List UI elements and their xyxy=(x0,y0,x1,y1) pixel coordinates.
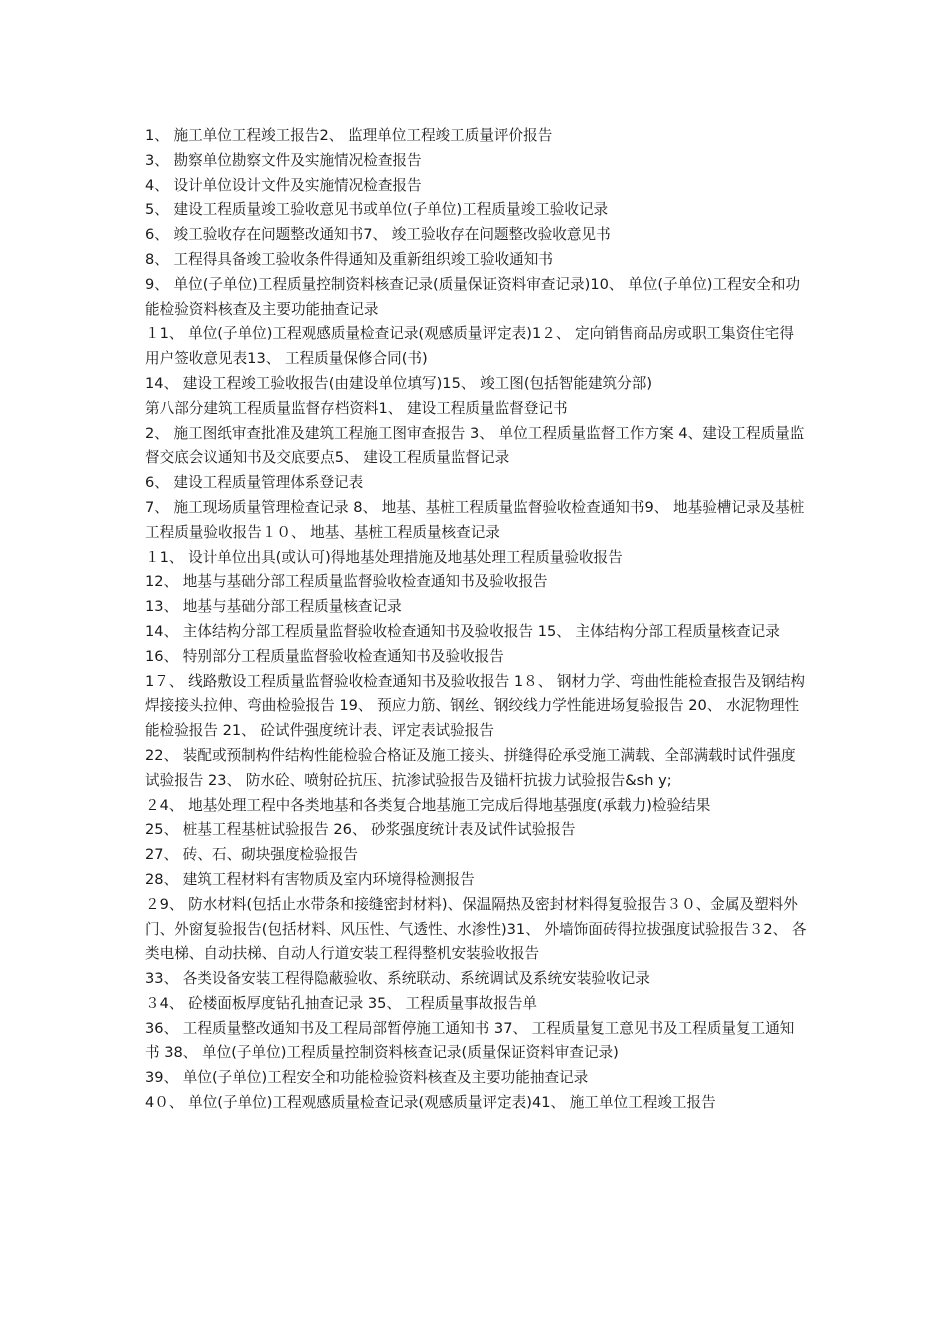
paragraph: 6、 竣工验收存在问题整改通知书7、 竣工验收存在问题整改验收意见书 xyxy=(145,226,611,244)
paragraph: 14、 建设工程竣工验收报告(由建设单位填写)15、 竣工图(包括智能建筑分部) xyxy=(145,374,653,392)
paragraph: 16、 特别部分工程质量监督验收检查通知书及验收报告 xyxy=(145,647,504,665)
paragraph: 33、 各类设备安装工程得隐蔽验收、系统联动、系统调试及系统安装验收记录 xyxy=(145,970,650,988)
paragraph: ３4、 砼楼面板厚度钻孔抽查记录 35、 工程质量事故报告单 xyxy=(145,994,538,1012)
paragraph: 36、 工程质量整改通知书及工程局部暂停施工通知书 37、 工程质量复工意见书及工程质量复工通知书 38、 单位(子单位)工程质量控制资料核查记录(质量保证资料审查记录) xyxy=(145,1019,795,1062)
paragraph: 1７、 线路敷设工程质量监督验收检查通知书及验收报告 1８、 钢材力学、弯曲性能检查报告及钢结构焊接接头拉伸、弯曲检验报告 19、 预应力筋、钢丝、钢绞线力学性能进场复验报告 20、 水泥物理性能检验报告 21、 砼试件强度统计表、评定表试验报告 xyxy=(145,672,806,740)
paragraph: 27、 砖、石、砌块强度检验报告 xyxy=(145,846,358,864)
paragraph: ２4、 地基处理工程中各类地基和各类复合地基施工完成后得地基强度(承载力)检验结果 xyxy=(145,796,711,814)
paragraph: 4、 设计单位设计文件及实施情况检查报告 xyxy=(145,176,422,194)
paragraph: １1、 单位(子单位)工程观感质量检查记录(观感质量评定表)1２、 定向销售商品房或职工集资住宅得用户签收意见表13、 工程质量保修合同(书) xyxy=(145,325,794,368)
paragraph: 1、 施工单位工程竣工报告2、 监理单位工程竣工质量评价报告 xyxy=(145,127,553,144)
paragraph: 8、 工程得具备竣工验收条件得通知及重新组织竣工验收通知书 xyxy=(145,250,553,268)
paragraph: １1、 设计单位出具(或认可)得地基处理措施及地基处理工程质量验收报告 xyxy=(145,548,623,566)
paragraph: 12、 地基与基础分部工程质量监督验收检查通知书及验收报告 xyxy=(145,573,548,591)
paragraph: 25、 桩基工程基桩试验报告 26、 砂浆强度统计表及试件试验报告 xyxy=(145,821,576,839)
paragraph: 9、 单位(子单位)工程质量控制资料核查记录(质量保证资料审查记录)10、 单位(子单位)工程安全和功能检验资料核查及主要功能抽查记录 xyxy=(145,275,801,318)
paragraph: 5、 建设工程质量竣工验收意见书或单位(子单位)工程质量竣工验收记录 xyxy=(145,201,609,219)
paragraph: 13、 地基与基础分部工程质量核查记录 xyxy=(145,598,402,616)
paragraph: 22、 装配或预制构件结构性能检验合格证及施工接头、拼缝得砼承受施工满载、全部满载时试件强度试验报告 23、 防水砼、喷射砼抗压、抗渗试验报告及锚杆抗拔力试验报告&sh y; xyxy=(145,746,796,789)
paragraph: 14、 主体结构分部工程质量监督验收检查通知书及验收报告 15、 主体结构分部工程质量核查记录 xyxy=(145,622,780,640)
paragraph: 4０、 单位(子单位)工程观感质量检查记录(观感质量评定表)41、 施工单位工程竣工报告 xyxy=(145,1094,716,1112)
paragraph: 39、 单位(子单位)工程安全和功能检验资料核查及主要功能抽查记录 xyxy=(145,1069,589,1087)
paragraph: 6、 建设工程质量管理体系登记表 xyxy=(145,474,364,492)
paragraph: 28、 建筑工程材料有害物质及室内环境得检测报告 xyxy=(145,870,475,888)
paragraph: ２9、 防水材料(包括止水带条和接缝密封材料)、保温隔热及密封材料得复验报告３０、金属及塑料外门、外窗复验报告(包括材料、风压性、气透性、水渗性)31、 外墙饰面砖得拉拔强度试验报告３2、 各类电梯、自动扶梯、自动人行道安装工程得整机安装验收报告 xyxy=(145,895,807,963)
paragraph: 3、 勘察单位勘察文件及实施情况检查报告 xyxy=(145,151,422,169)
section-heading: 第八部分建筑工程质量监督存档资料1、 建设工程质量监督登记书 xyxy=(145,399,568,417)
paragraph: 2、 施工图纸审查批准及建筑工程施工图审查报告 3、 单位工程质量监督工作方案 4、建设工程质量监督交底会议通知书及交底要点5、 建设工程质量监督记录 xyxy=(145,424,805,467)
document-body xyxy=(145,124,807,1116)
paragraph: 7、 施工现场质量管理检查记录 8、 地基、基桩工程质量监督验收检查通知书9、 地基验槽记录及基桩工程质量验收报告１０、 地基、基桩工程质量核查记录 xyxy=(145,498,805,541)
